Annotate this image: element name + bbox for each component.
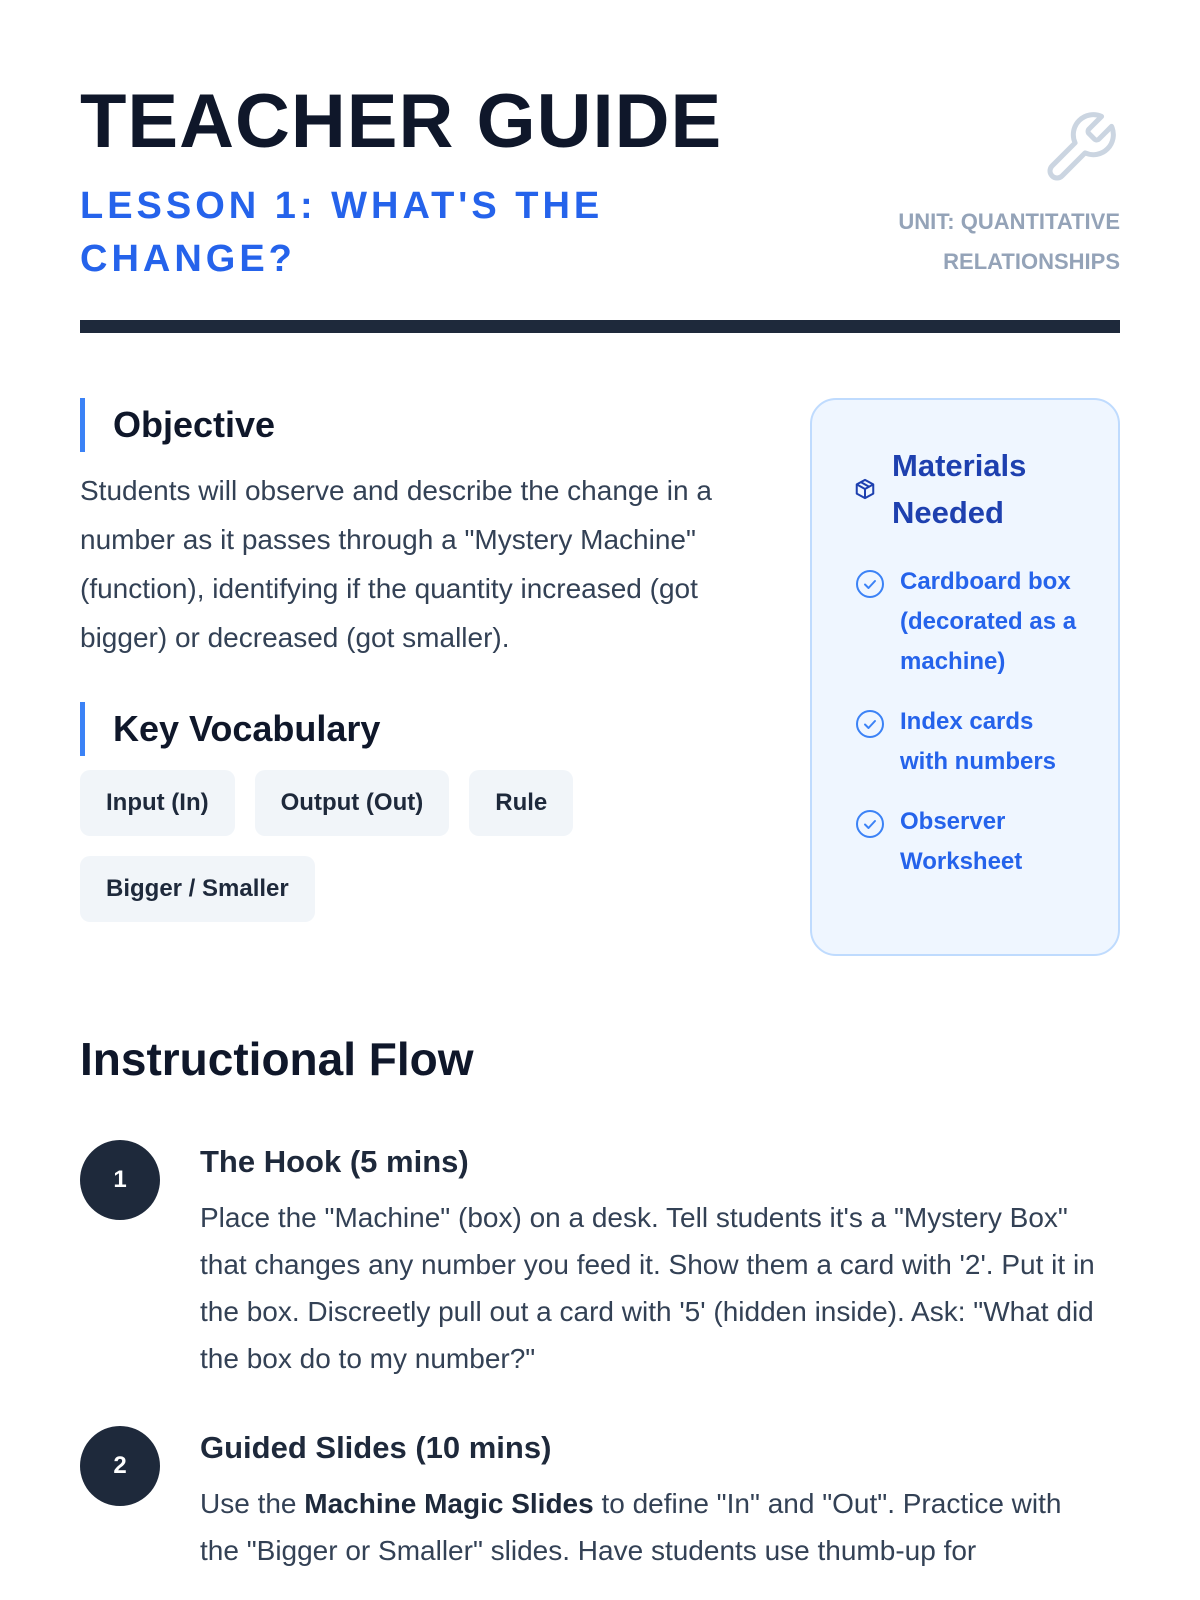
materials-card (810, 398, 1120, 956)
instructional-steps (80, 1140, 1120, 1574)
slides-resource-name: Machine Magic Slides (304, 1488, 594, 1519)
lesson-title: LESSON 1: WHAT'S THE CHANGE? (80, 184, 604, 280)
materials-item-label: Observer Worksheet (900, 808, 1023, 875)
step-number-badge: 2 (80, 1426, 160, 1506)
wrench-icon (1040, 108, 1120, 188)
vocab-chip-rule: Rule (469, 770, 573, 836)
header-titles (80, 80, 780, 286)
vocabulary-terms (80, 770, 760, 942)
objective-heading: Objective (80, 398, 760, 452)
materials-header (854, 442, 1088, 536)
vocab-chip-bigger-smaller: Bigger / Smaller (80, 856, 315, 922)
step-content (200, 1426, 1100, 1574)
cube-icon (854, 478, 876, 500)
materials-item (854, 702, 1088, 782)
overview-left-column (80, 398, 760, 956)
header-meta (860, 80, 1120, 281)
overview-section (80, 398, 1120, 956)
page-title: TEACHER GUIDE (80, 79, 723, 164)
step-item (80, 1140, 1120, 1382)
vocab-chip-output: Output (Out) (255, 770, 450, 836)
check-circle-icon (854, 708, 886, 740)
materials-list (854, 562, 1088, 882)
step-text-end: to define "In" and "Out". Practice with the "Bigger or Smaller" slides. Have students use thumb-up for (200, 1488, 1062, 1566)
materials-title: Materials Needed (892, 448, 1027, 530)
vocabulary-heading: Key Vocabulary (80, 702, 760, 756)
unit-label: UNIT: QUANTITATIVE RELATIONSHIPS (898, 209, 1120, 274)
header (80, 80, 1120, 320)
check-circle-icon (854, 808, 886, 840)
vocab-chip-input: Input (In) (80, 770, 235, 836)
objective-text: Students will observe and describe the change in a number as it passes through a "Mystery Machine" (function), identifying if the quantity increased (got bigger) or decreased (got smaller). (80, 475, 712, 653)
step-item (80, 1426, 1120, 1574)
step-number-badge: 1 (80, 1140, 160, 1220)
materials-item (854, 802, 1088, 882)
materials-item (854, 562, 1088, 682)
step-title: The Hook (5 mins) (200, 1144, 469, 1179)
materials-item-label: Cardboard box (decorated as a machine) (900, 568, 1077, 675)
step-description: Place the "Machine" (box) on a desk. Tell students it's a "Mystery Box" that changes any number you feed it. Show them a card with '2'. Put it in the box. Discreetly pull out a card with '5' (hidden inside). Ask: "What did the box do to my number?" (200, 1202, 1095, 1374)
step-text-start: Use the (200, 1488, 305, 1519)
header-divider (80, 320, 1120, 333)
step-description (200, 1480, 1100, 1574)
check-circle-icon (854, 568, 886, 600)
materials-item-label: Index cards with numbers (900, 708, 1057, 775)
step-title: Guided Slides (10 mins) (200, 1430, 552, 1465)
instructional-flow-heading: Instructional Flow (80, 1033, 474, 1085)
step-content (200, 1140, 1100, 1382)
